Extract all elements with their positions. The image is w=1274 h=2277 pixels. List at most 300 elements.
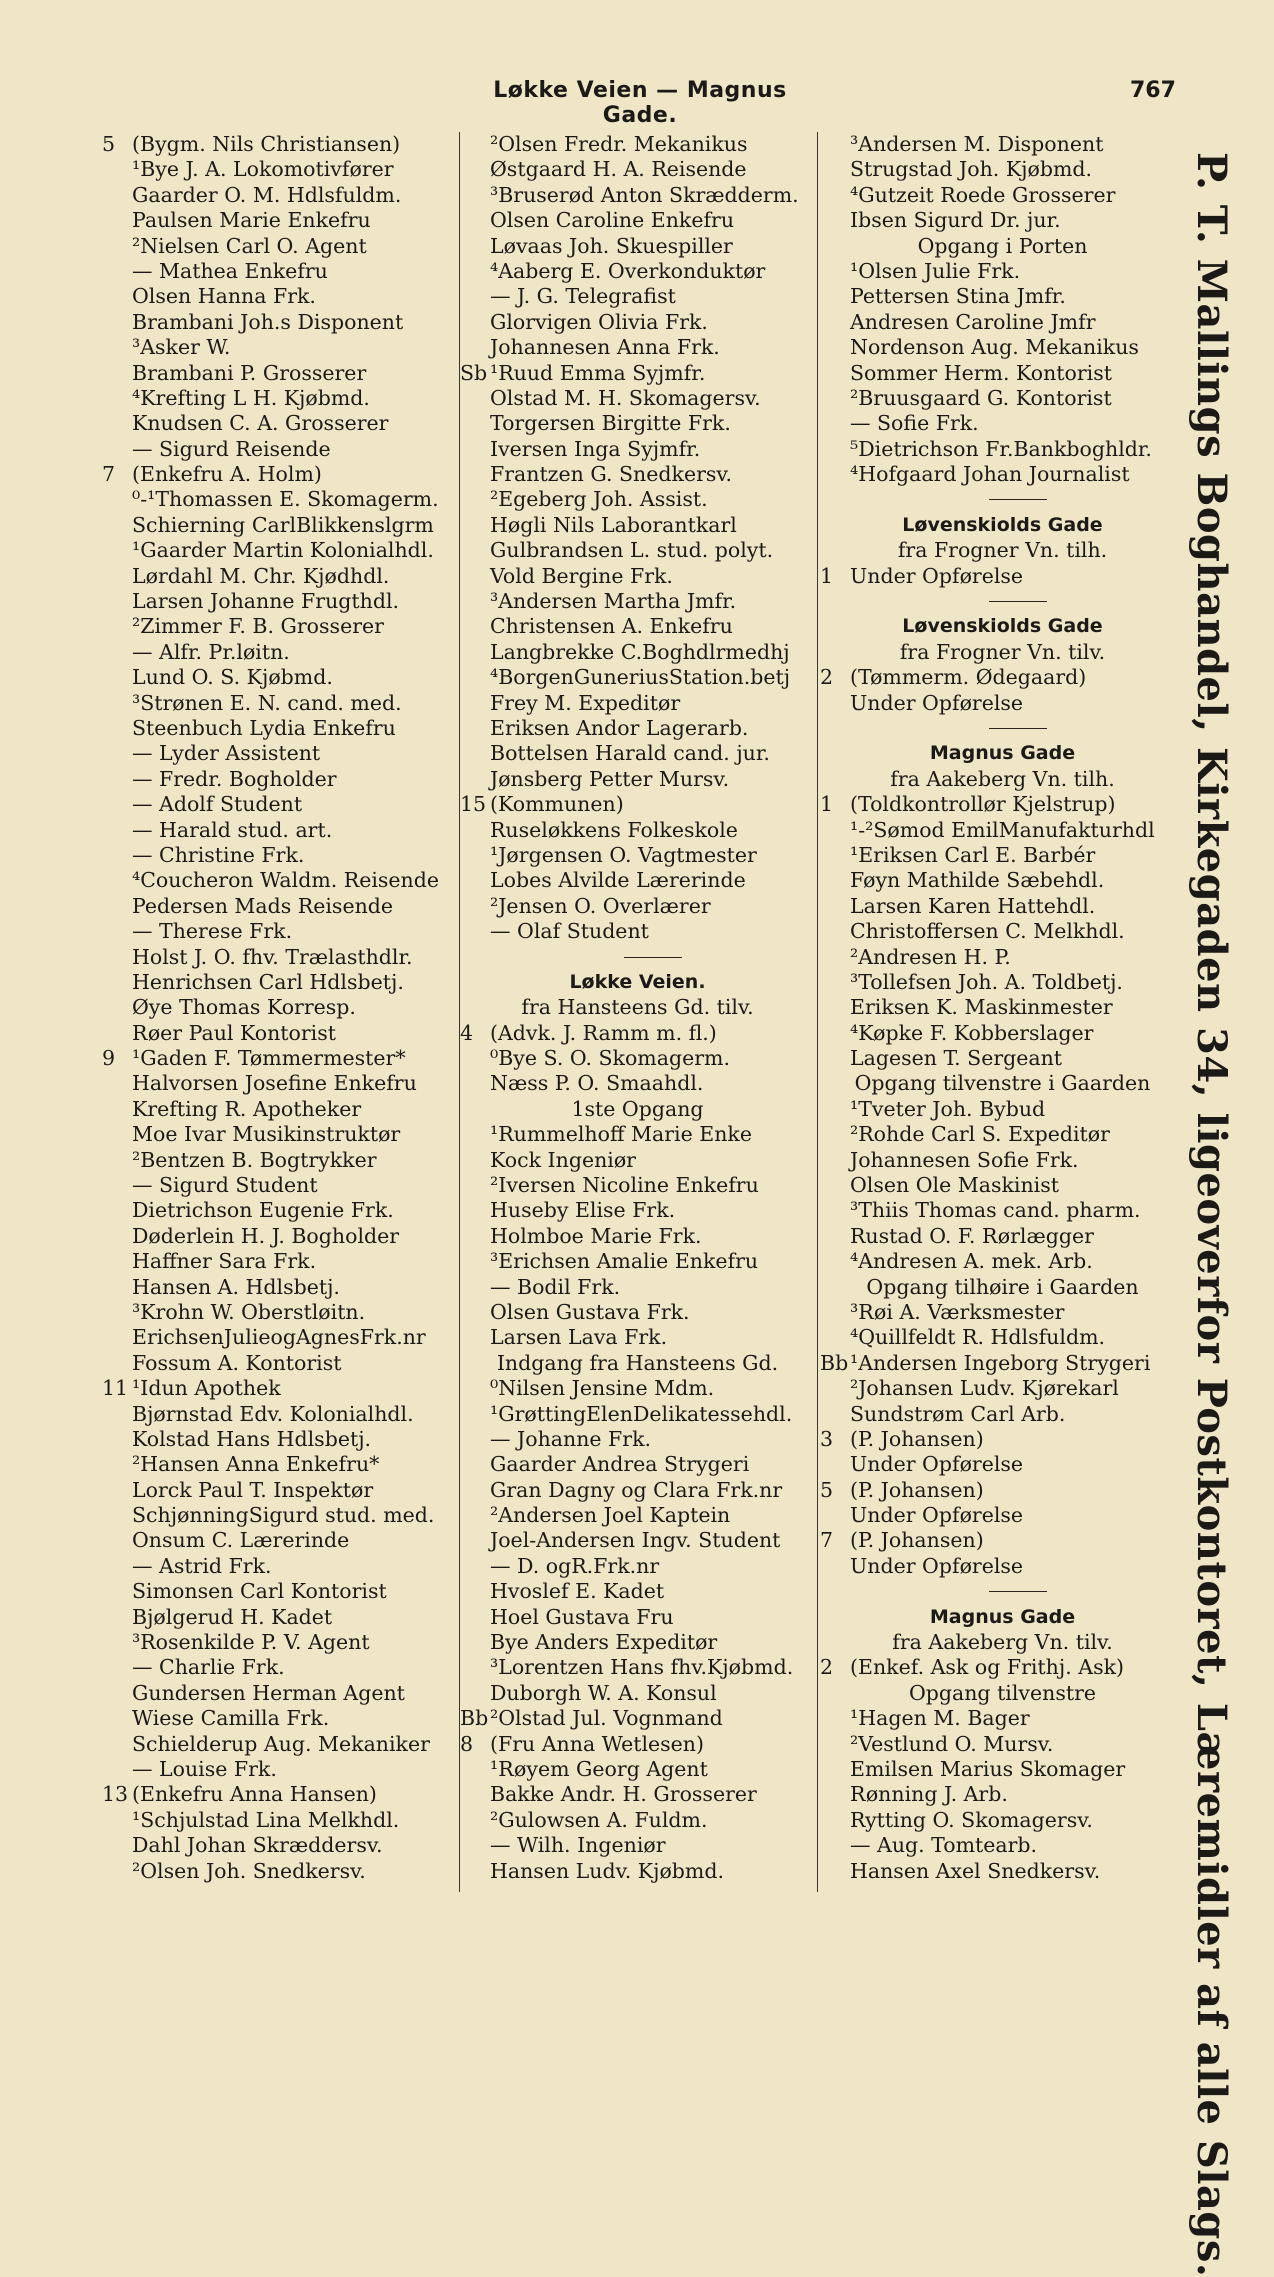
entry-text: ⁴Quillfeldt R. Hdlsfuldm. [850,1325,1106,1350]
directory-entry [820,691,1185,716]
directory-entry [102,995,454,1020]
directory-entry [820,361,1185,386]
entry-text: ²Gulowsen A. Fuldm. [490,1807,708,1832]
directory-entry [820,1021,1185,1046]
directory-entry [102,1021,454,1046]
entry-text: Henrichsen Carl Hdlsbetj. [132,969,404,994]
directory-entry [460,1579,815,1604]
directory-entry [102,1706,454,1731]
directory-entry [102,361,454,386]
entry-text: — Lyder Assistent [132,741,321,766]
entry-text: Rytting O. Skomagersv. [850,1807,1093,1832]
directory-entry [460,1173,815,1198]
entry-text: Dahl Johan Skræddersv. [132,1833,383,1858]
directory-entry [102,1528,454,1553]
house-number: 1 [820,563,834,588]
directory-entry [102,259,454,284]
section-note: Opgang tilvenstre [908,1680,1097,1705]
entry-text: (Advk. J. Ramm m. fl.) [490,1020,717,1045]
separator-rule [989,1591,1047,1592]
directory-entry [460,310,815,335]
directory-entry [460,234,815,259]
directory-entry [460,538,815,563]
entry-text: ³Bruserød Anton Skrædderm. [490,182,799,207]
house-number: 2 [820,665,834,690]
entry-text: ⁰Nilsen Jensine Mdm. [490,1376,715,1401]
entry-text: ¹Eriksen Carl E. Barbér [850,842,1096,867]
directory-entry [460,1376,815,1401]
entry-text: Røer Paul Kontorist [132,1020,336,1045]
house-number: 5 [820,1477,834,1502]
side-advertisement: P. T. Mallings Boghandel, Kirkegaden 34, ligeoverfor Postkontoret, Læremidler af alle Slags. [1188,152,1235,2277]
directory-entry [460,868,815,893]
page-title: Løkke Veien — Magnus Gade. [493,78,787,128]
directory-entry [460,1452,815,1477]
section-separator [820,589,1185,614]
section-note: fra Hansteens Gd. tilv. [521,995,754,1020]
directory-entry [460,1859,815,1884]
entry-text: ²Bruusgaard G. Kontorist [850,385,1112,410]
entry-text: Olsen Ole Maskinist [850,1173,1059,1198]
entry-text: Lund O. S. Kjøbmd. [132,665,333,690]
directory-entry [460,640,815,665]
entry-text: Bye Anders Expeditør [490,1630,718,1655]
directory-entry [820,919,1185,944]
directory-entry [102,1351,454,1376]
directory-entry [102,1224,454,1249]
directory-entry [460,1706,815,1731]
entry-text: Olsen Hanna Frk. [132,284,316,309]
entry-text: Gulbrandsen L. stud. polyt. [490,538,774,563]
entry-text: ErichsenJulieogAgnesFrk.nr [132,1325,426,1350]
directory-entry [102,335,454,360]
separator-rule [989,728,1047,729]
entry-text: Moe Ivar Musikinstruktør [132,1122,401,1147]
directory-entry [460,386,815,411]
directory-entry [460,411,815,436]
directory-entry [820,1402,1185,1427]
entry-text: ³Andersen M. Disponent [850,132,1104,156]
directory-entry [460,792,815,817]
directory-entry [460,1300,815,1325]
directory-entry [102,1757,454,1782]
directory-entry [102,132,454,157]
entry-text: ²Johansen Ludv. Kjørekarl [850,1376,1119,1401]
entry-text: ⁴Hofgaard Johan Journalist [850,462,1130,487]
directory-entry [102,1630,454,1655]
directory-entry [460,437,815,462]
directory-entry [820,437,1185,462]
directory-entry [102,1071,454,1096]
entry-text: (Enkef. Ask og Frithj. Ask) [850,1655,1125,1680]
entry-text: ⁴Coucheron Waldm. Reisende [132,868,440,893]
section-note: Opgang i Porten [917,233,1088,258]
entry-text: — Mathea Enkefru [132,258,328,283]
directory-entry [820,1046,1185,1071]
directory-entry [820,868,1185,893]
directory-entry [460,1325,815,1350]
entry-text: Hansen Axel Snedkersv. [850,1858,1101,1883]
directory-entry [820,1808,1185,1833]
directory-entry [102,1681,454,1706]
directory-entry [820,1732,1185,1757]
entry-text: ¹Gaden F. Tømmermester* [132,1046,406,1071]
entry-text: Emilsen Marius Skomager [850,1757,1126,1781]
directory-entry [102,716,454,741]
column-2 [460,132,815,1884]
directory-entry [102,1148,454,1173]
entry-text: Frey M. Expeditør [490,690,681,715]
house-number: 7 [820,1528,834,1553]
entry-text: ¹Hagen M. Bager [850,1706,1030,1731]
directory-entry [460,208,815,233]
entry-text: Pedersen Mads Reisende [132,893,394,918]
house-number: 2 [820,1655,834,1680]
directory-entry [102,818,454,843]
entry-text: Iversen Inga Syjmfr. [490,436,701,461]
entry-text: — Harald stud. art. [132,817,333,842]
entry-text: — J. G. Telegrafist [490,284,676,309]
directory-entry [460,1808,815,1833]
entry-text: — Wilh. Ingeniør [490,1833,666,1858]
directory-entry [820,1503,1185,1528]
entry-text: Johannesen Sofie Frk. [850,1147,1079,1172]
house-number: 11 [102,1376,129,1401]
directory-entry [460,894,815,919]
entry-text: Holst J. O. fhv. Trælasthdlr. [132,944,413,969]
directory-entry [102,665,454,690]
entry-text: (Enkefru A. Holm) [132,462,322,487]
entry-text: Østgaard H. A. Reisende [490,157,747,182]
entry-text: Kolstad Hans Hdlsbetj. [132,1426,372,1451]
house-number: Bb [460,1706,489,1731]
directory-entry [820,259,1185,284]
entry-text: Krefting R. Apotheker [132,1096,362,1121]
entry-text: ⁴Andresen A. mek. Arb. [850,1249,1093,1274]
entry-text: — D. ogR.Frk.nr [490,1553,660,1578]
entry-text: Sommer Herm. Kontorist [850,360,1112,385]
directory-entry [102,310,454,335]
directory-entry [460,157,815,182]
entry-text: ²Vestlund O. Mursv. [850,1731,1054,1756]
house-number: 7 [102,462,116,487]
directory-entry [102,564,454,589]
entry-text: Haffner Sara Frk. [132,1249,317,1274]
directory-entry [820,1148,1185,1173]
section-separator [460,945,815,970]
entry-text: Gaarder O. M. Hdlsfuldm. [132,182,402,207]
directory-entry [460,284,815,309]
entry-text: Olsen Caroline Enkefru [490,208,735,233]
entry-text: ²Andresen H. P. [850,944,1011,969]
directory-entry [102,843,454,868]
entry-text: ³Andersen Martha Jmfr. [490,589,737,614]
directory-entry [820,284,1185,309]
directory-entry [102,1249,454,1274]
entry-text: ¹Schjulstad Lina Melkhdl. [132,1807,400,1832]
entry-text: Gaarder Andrea Strygeri [490,1452,750,1477]
entry-text: Schierning CarlBlikkenslgrm [132,512,434,537]
directory-entry [820,411,1185,436]
entry-text: — Louise Frk. [132,1757,277,1781]
directory-entry [102,1300,454,1325]
entry-text: Larsen Karen Hattehdl. [850,893,1096,918]
entry-text: ²Jensen O. Overlærer [490,893,711,918]
entry-text: ³Røi A. Værksmester [850,1299,1065,1324]
directory-entry [460,1782,815,1807]
directory-entry [820,132,1185,157]
house-number: 15 [460,792,487,817]
house-number: 5 [102,132,116,156]
section-note: fra Aakeberg Vn. tilv. [892,1630,1113,1655]
directory-entry [820,1300,1185,1325]
entry-text: Halvorsen Josefine Enkefru [132,1071,417,1096]
entry-text: Eriksen K. Maskinmester [850,995,1113,1020]
entry-text: Under Opførelse [850,690,1024,715]
directory-entry [820,1325,1185,1350]
directory-entry [460,462,815,487]
directory-entry [102,589,454,614]
directory-entry [460,564,815,589]
entry-text: — Aug. Tomtearb. [850,1833,1038,1858]
directory-entry [460,1198,815,1223]
entry-text: Pettersen Stina Jmfr. [850,284,1066,309]
directory-entry [460,1275,815,1300]
entry-text: (Fru Anna Wetlesen) [490,1731,704,1756]
directory-entry [102,1173,454,1198]
entry-text: ²Andersen Joel Kaptein [490,1503,731,1528]
entry-text: Lobes Alvilde Lærerinde [490,868,746,893]
entry-text: ¹-²Sømod EmilManufakturhdl [850,817,1155,842]
directory-entry [820,1249,1185,1274]
directory-entry [102,894,454,919]
entry-text: Sundstrøm Carl Arb. [850,1401,1066,1426]
section-note: fra Frogner Vn. tilv. [899,639,1106,664]
entry-text: SchjønningSigurd stud. med. [132,1503,435,1528]
directory-entry [460,1681,815,1706]
entry-text: Hansen Ludv. Kjøbmd. [490,1858,725,1883]
entry-text: ³Rosenkilde P. V. Agent [132,1630,370,1655]
directory-entry [820,564,1185,589]
entry-text: ⁵Dietrichson Fr.Bankboghldr. [850,436,1152,461]
entry-text: Lagesen T. Sergeant [850,1046,1063,1071]
directory-entry [102,767,454,792]
entry-text: Holmboe Marie Frk. [490,1223,702,1248]
directory-entry [102,1503,454,1528]
entry-text: ³Erichsen Amalie Enkefru [490,1249,759,1274]
directory-entry [102,411,454,436]
entry-text: ²Zimmer F. B. Grosserer [132,614,384,639]
entry-text: ⁴Aaberg E. Overkonduktør [490,258,766,283]
entry-text: (Tømmerm. Ødegaard) [850,665,1087,690]
directory-entry [820,945,1185,970]
column-3 [820,132,1185,1884]
directory-entry [820,1198,1185,1223]
directory-entry [460,487,815,512]
directory-entry [820,1351,1185,1376]
entry-text: Duborgh W. A. Konsul [490,1680,717,1705]
directory-entry [820,894,1185,919]
entry-text: (Toldkontrollør Kjelstrup) [850,792,1116,817]
entry-text: Bjørnstad Edv. Kolonialhdl. [132,1401,414,1426]
entry-text: Olsen Gustava Frk. [490,1299,690,1324]
directory-entry [820,1122,1185,1147]
directory-entry [102,1427,454,1452]
entry-text: Knudsen C. A. Grosserer [132,411,389,436]
entry-text: (P. Johansen) [850,1477,984,1502]
directory-entry [820,1782,1185,1807]
house-number: 9 [102,1046,116,1071]
directory-entry [820,386,1185,411]
house-number: 1 [820,792,834,817]
entry-text: Andresen Caroline Jmfr [850,309,1096,334]
directory-entry [460,1021,815,1046]
directory-entry [460,1148,815,1173]
directory-entry [102,1554,454,1579]
entry-text: ²Hansen Anna Enkefru* [132,1452,380,1477]
entry-text: — Olaf Student [490,919,649,944]
directory-entry [102,234,454,259]
entry-text: Bottelsen Harald cand. jur. [490,741,770,766]
directory-entry [820,1173,1185,1198]
section-note: Indgang fra Hansteens Gd. [496,1350,779,1375]
directory-entry [820,208,1185,233]
entry-text: Steenbuch Lydia Enkefru [132,715,396,740]
directory-entry [102,183,454,208]
directory-entry [820,1859,1185,1884]
entry-text: Simonsen Carl Kontorist [132,1579,387,1604]
entry-text: ²Olsen Fredr. Mekanikus [490,132,748,156]
page-number: 767 [1130,78,1176,103]
entry-text: Hoel Gustava Fru [490,1604,674,1629]
entry-text: Onsum C. Lærerinde [132,1528,350,1553]
entry-text: Under Opførelse [850,1553,1024,1578]
entry-text: ⁴Køpke F. Kobberslager [850,1020,1094,1045]
directory-entry [820,1528,1185,1553]
separator-rule [989,499,1047,500]
entry-text: ¹Tveter Joh. Bybud [850,1096,1046,1121]
directory-entry [102,1782,454,1807]
entry-text: ¹Gaarder Martin Kolonialhdl. [132,538,434,563]
directory-entry [102,1325,454,1350]
entry-text: Bjølgerud H. Kadet [132,1604,333,1629]
entry-text: ¹Andersen Ingeborg Strygeri [850,1350,1151,1375]
entry-text: Paulsen Marie Enkefru [132,208,371,233]
house-number: Bb [820,1350,849,1375]
house-number: 13 [102,1782,129,1807]
entry-text: Løvaas Joh. Skuespiller [490,233,733,258]
entry-text: ¹GrøttingElenDelikatessehdl. [490,1401,793,1426]
entry-text: Under Opførelse [850,1452,1024,1477]
directory-entry [460,716,815,741]
column-1 [102,132,454,1884]
entry-text: Døderlein H. J. Bogholder [132,1223,400,1248]
section-separator [820,487,1185,512]
directory-entry [102,970,454,995]
directory-entry [460,919,815,944]
directory-entry [102,1097,454,1122]
entry-text: Lørdahl M. Chr. Kjødhdl. [132,563,390,588]
directory-entry [102,1452,454,1477]
entry-text: Jønsberg Petter Mursv. [490,766,730,791]
entry-text: ³Lorentzen Hans fhv.Kjøbmd. [490,1655,794,1680]
entry-text: Brambani Joh.s Disponent [132,309,404,334]
directory-entry [102,1478,454,1503]
entry-text: Christensen A. Enkefru [490,614,733,639]
entry-text: ¹Rummelhoff Marie Enke [490,1122,752,1147]
street-heading: Magnus Gade [929,742,1076,765]
directory-entry [820,1427,1185,1452]
directory-entry [820,1478,1185,1503]
directory-entry [460,1757,815,1782]
entry-text: — Therese Frk. [132,919,293,944]
directory-entry [820,1706,1185,1731]
entry-text: Gundersen Herman Agent [132,1680,405,1705]
directory-entry [460,691,815,716]
entry-text: ⁰Bye S. O. Skomagerm. [490,1046,730,1071]
directory-entry [820,310,1185,335]
directory-entry [820,1757,1185,1782]
directory-entry [460,1528,815,1553]
entry-text: ²Olsen Joh. Snedkersv. [132,1858,366,1883]
directory-entry [102,1833,454,1858]
entry-text: Næss P. O. Smaahdl. [490,1071,704,1096]
entry-text: Strugstad Joh. Kjøbmd. [850,157,1093,182]
directory-entry [102,1859,454,1884]
entry-text: Frantzen G. Snedkersv. [490,462,733,487]
directory-entry [102,437,454,462]
directory-entry [460,1478,815,1503]
entry-text: Torgersen Birgitte Frk. [490,411,731,436]
section-separator [820,1579,1185,1604]
entry-text: Ibsen Sigurd Dr. jur. [850,208,1061,233]
house-number: Sb [460,360,488,385]
entry-text: Olstad M. H. Skomagersv. [490,385,761,410]
directory-entry [820,1224,1185,1249]
directory-entry [820,1655,1185,1680]
section-note: Opgang tilhøire i Gaarden [866,1274,1139,1299]
section-note: 1ste Opgang [571,1096,704,1121]
entry-text: Gran Dagny og Clara Frk.nr [490,1477,783,1502]
directory-entry [460,1427,815,1452]
directory-entry [460,741,815,766]
entry-text: ⁴Krefting L H. Kjøbmd. [132,385,370,410]
directory-entry [102,1275,454,1300]
directory-entry [102,513,454,538]
directory-entry [102,691,454,716]
directory-entry [102,1402,454,1427]
entry-text: Øye Thomas Korresp. [132,995,356,1020]
entry-text: Schielderup Aug. Mekaniker [132,1731,430,1756]
street-heading: Magnus Gade [929,1605,1076,1628]
directory-entry [102,1655,454,1680]
directory-entry [820,335,1185,360]
directory-entry [460,818,815,843]
directory-entry [460,1224,815,1249]
street-heading: Løkke Veien. [569,970,706,993]
directory-entry [820,462,1185,487]
entry-text: Larsen Johanne Frugthdl. [132,589,400,614]
directory-entry [820,1833,1185,1858]
directory-entry [460,1071,815,1096]
entry-text: Johannesen Anna Frk. [490,335,720,360]
entry-text: Føyn Mathilde Sæbehdl. [850,868,1105,893]
directory-entry [102,640,454,665]
directory-entry [460,1503,815,1528]
entry-text: Bakke Andr. H. Grosserer [490,1782,757,1807]
entry-text: Under Opførelse [850,1503,1024,1528]
entry-text: ¹Bye J. A. Lokomotivfører [132,157,394,182]
